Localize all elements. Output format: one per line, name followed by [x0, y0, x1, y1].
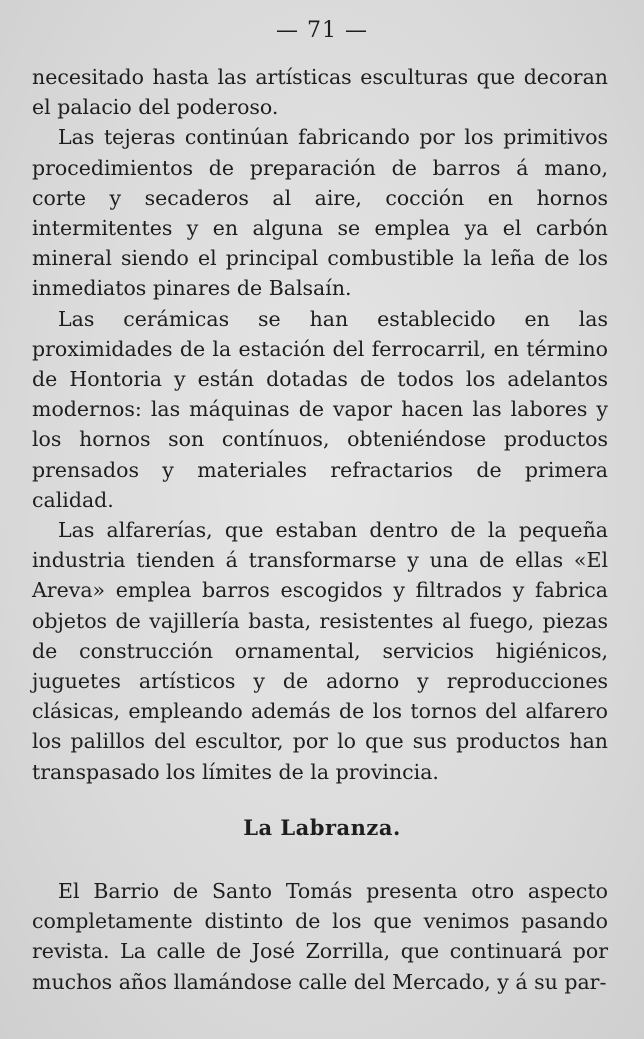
body-text-top [32, 62, 608, 787]
paragraph-alfarerias: Las alfarerías, que estaban dentro de la pequeña industria tienden á transformarse y una de ellas «El Areva» emplea barros escogidos y filtrados y fabrica objetos de vajillería basta, resistentes al fuego, piezas de construcción ornamental, servicios higiénicos, juguetes artísticos y de adorno y reproducciones clásicas, empleando además de los tornos del alfarero los palillos del escultor, por lo que sus productos han transpasado los límites de la provincia. [32, 518, 608, 784]
paragraph-continuation: necesitado hasta las artísticas esculturas que decoran el palacio del poderoso. [32, 65, 608, 120]
paragraph-ceramicas: Las cerámicas se han establecido en las proximidades de la estación del ferrocarril, en término de Hontoria y están dotadas de todos los adelantos modernos: las máquinas de vapor hacen las labores y los hornos son contínuos, obteniéndose productos prensados y materiales refractarios de primera calidad. [32, 306, 608, 512]
page-number: — 71 — [276, 18, 368, 43]
paragraph-tejeras: Las tejeras continúan fabricando por los primitivos procedimientos de preparación de barros á mano, corte y secaderos al aire, cocción en hornos intermitentes y en alguna se emplea ya el carbón mineral siendo el principal combustible la leña de los inmediatos pinares de Balsaín. [32, 125, 608, 301]
body-text-bottom [32, 876, 608, 997]
section-heading: La Labranza. [243, 815, 401, 840]
paragraph-barrio-santo-tomas: El Barrio de Santo Tomás presenta otro aspecto completamente distinto de los que venimos pasando revista. La calle de José Zorrilla, que continuará por muchos años llamándose calle del Mercado, y á su par- [32, 879, 608, 994]
